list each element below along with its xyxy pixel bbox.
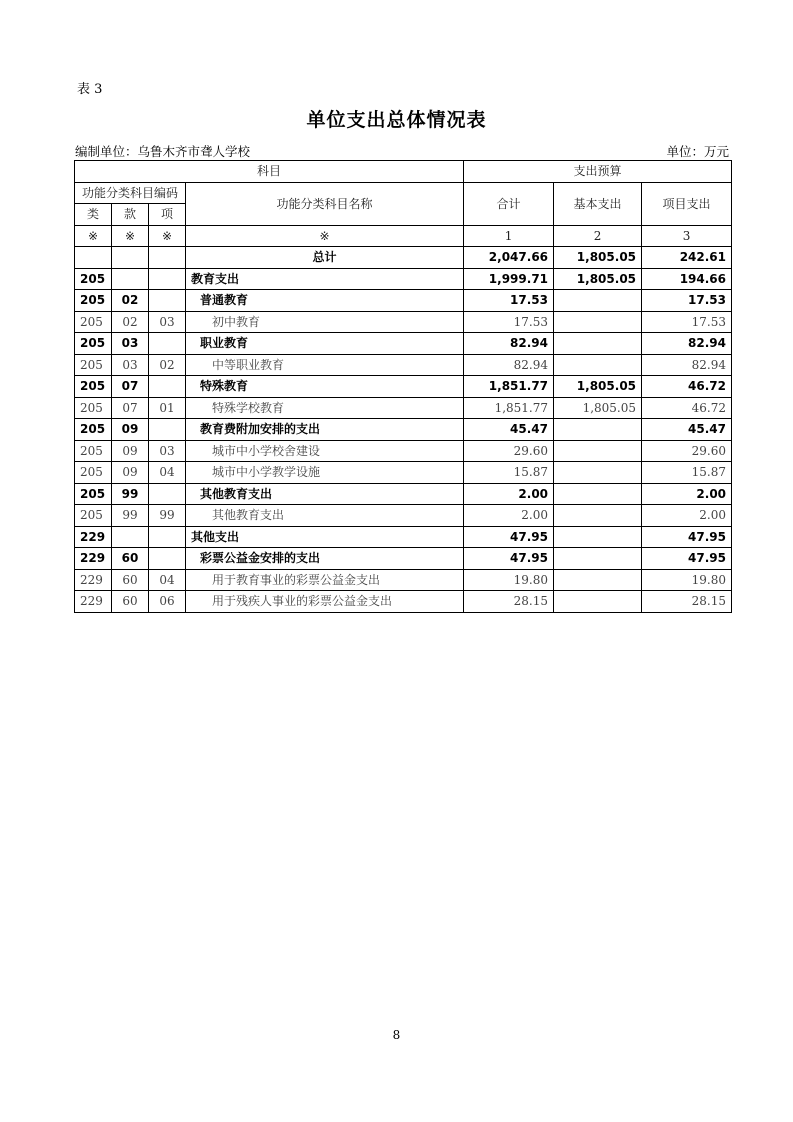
marker-cell: 3 — [642, 225, 732, 247]
code-kuan-cell — [112, 526, 149, 548]
code-lei-cell: 205 — [75, 419, 112, 441]
basic-cell: 1,805.05 — [554, 397, 642, 419]
table-row — [75, 333, 732, 355]
code-xiang-cell — [149, 290, 186, 312]
table-row — [75, 311, 732, 333]
code-kuan-cell: 02 — [112, 290, 149, 312]
code-kuan-cell: 02 — [112, 311, 149, 333]
project-cell: 47.95 — [642, 526, 732, 548]
table-row — [75, 526, 732, 548]
code-xiang-cell — [149, 268, 186, 290]
code-lei-cell: 205 — [75, 354, 112, 376]
subject-name-cell: 中等职业教育 — [186, 354, 464, 376]
subject-name-cell: 其他支出 — [186, 526, 464, 548]
project-cell: 19.80 — [642, 569, 732, 591]
project-cell: 46.72 — [642, 376, 732, 398]
basic-cell: 1,805.05 — [554, 376, 642, 398]
code-xiang-cell: 04 — [149, 462, 186, 484]
marker-cell: ※ — [149, 225, 186, 247]
code-xiang-cell — [149, 419, 186, 441]
total-cell: 1,999.71 — [464, 268, 554, 290]
code-lei-cell: 205 — [75, 397, 112, 419]
table-row — [75, 505, 732, 527]
basic-cell: 1,805.05 — [554, 247, 642, 269]
code-xiang-cell — [149, 333, 186, 355]
total-cell: 17.53 — [464, 290, 554, 312]
project-cell: 194.66 — [642, 268, 732, 290]
total-cell: 82.94 — [464, 354, 554, 376]
total-cell: 2.00 — [464, 505, 554, 527]
code-xiang-cell — [149, 376, 186, 398]
code-lei-cell: 229 — [75, 569, 112, 591]
table-row — [75, 591, 732, 613]
table-row — [75, 440, 732, 462]
total-cell: 1,851.77 — [464, 397, 554, 419]
table-row — [75, 376, 732, 398]
table-row — [75, 397, 732, 419]
code-lei-cell: 205 — [75, 505, 112, 527]
code-kuan-cell: 60 — [112, 591, 149, 613]
project-cell: 82.94 — [642, 354, 732, 376]
code-lei-cell: 205 — [75, 268, 112, 290]
basic-cell: 1,805.05 — [554, 268, 642, 290]
basic-cell — [554, 333, 642, 355]
table-row — [75, 483, 732, 505]
code-kuan-cell: 03 — [112, 333, 149, 355]
total-cell: 2.00 — [464, 483, 554, 505]
subject-name-cell: 用于残疾人事业的彩票公益金支出 — [186, 591, 464, 613]
code-kuan-cell: 99 — [112, 483, 149, 505]
name-header: 功能分类科目名称 — [186, 182, 464, 225]
subject-name-cell: 总计 — [186, 247, 464, 269]
total-cell: 2,047.66 — [464, 247, 554, 269]
basic-cell — [554, 311, 642, 333]
basic-cell — [554, 548, 642, 570]
marker-cell: 2 — [554, 225, 642, 247]
total-cell: 1,851.77 — [464, 376, 554, 398]
total-cell: 45.47 — [464, 419, 554, 441]
project-cell: 2.00 — [642, 505, 732, 527]
code-xiang-cell: 03 — [149, 440, 186, 462]
project-cell: 29.60 — [642, 440, 732, 462]
table-row — [75, 462, 732, 484]
marker-cell: ※ — [112, 225, 149, 247]
currency-unit: 单位：万元 — [666, 144, 729, 159]
code-lei-cell: 229 — [75, 591, 112, 613]
subject-name-cell: 特殊教育 — [186, 376, 464, 398]
code-xiang-cell — [149, 483, 186, 505]
code-kuan-cell: 99 — [112, 505, 149, 527]
code-lei-cell — [75, 247, 112, 269]
expenditure-table — [74, 160, 732, 613]
code-kuan-cell: 60 — [112, 569, 149, 591]
total-cell: 19.80 — [464, 569, 554, 591]
code-kuan-cell — [112, 247, 149, 269]
basic-cell — [554, 526, 642, 548]
page-title: 单位支出总体情况表 — [306, 109, 487, 131]
table-row — [75, 247, 732, 269]
code-xiang-cell — [149, 526, 186, 548]
basic-cell — [554, 440, 642, 462]
subject-name-cell: 职业教育 — [186, 333, 464, 355]
code-kuan-cell: 09 — [112, 462, 149, 484]
table-row — [75, 290, 732, 312]
kuan-header: 款 — [112, 204, 149, 226]
code-lei-cell: 205 — [75, 311, 112, 333]
marker-cell: ※ — [186, 225, 464, 247]
page-number: 8 — [392, 1028, 401, 1042]
code-lei-cell: 205 — [75, 440, 112, 462]
project-cell: 17.53 — [642, 290, 732, 312]
basic-header: 基本支出 — [554, 182, 642, 225]
basic-cell — [554, 505, 642, 527]
project-cell: 82.94 — [642, 333, 732, 355]
code-kuan-cell — [112, 268, 149, 290]
basic-cell — [554, 591, 642, 613]
code-kuan-cell: 03 — [112, 354, 149, 376]
basic-cell — [554, 419, 642, 441]
table-row — [75, 419, 732, 441]
project-header: 项目支出 — [642, 182, 732, 225]
code-xiang-cell: 03 — [149, 311, 186, 333]
subject-name-cell: 初中教育 — [186, 311, 464, 333]
table-label: 表 3 — [77, 82, 103, 97]
subject-name-cell: 其他教育支出 — [186, 483, 464, 505]
code-kuan-cell: 60 — [112, 548, 149, 570]
code-xiang-cell — [149, 247, 186, 269]
table-row — [75, 268, 732, 290]
table-row — [75, 548, 732, 570]
xiang-header: 项 — [149, 204, 186, 226]
code-xiang-cell: 04 — [149, 569, 186, 591]
project-cell: 47.95 — [642, 548, 732, 570]
code-lei-cell: 205 — [75, 483, 112, 505]
total-cell: 47.95 — [464, 526, 554, 548]
project-cell: 28.15 — [642, 591, 732, 613]
table-row — [75, 569, 732, 591]
total-header: 合计 — [464, 182, 554, 225]
budget-header: 支出预算 — [464, 161, 732, 183]
basic-cell — [554, 290, 642, 312]
subject-name-cell: 彩票公益金安排的支出 — [186, 548, 464, 570]
subject-name-cell: 用于教育事业的彩票公益金支出 — [186, 569, 464, 591]
project-cell: 2.00 — [642, 483, 732, 505]
subject-name-cell: 教育支出 — [186, 268, 464, 290]
project-cell: 46.72 — [642, 397, 732, 419]
marker-cell: ※ — [75, 225, 112, 247]
subject-header: 科目 — [75, 161, 464, 183]
total-cell: 28.15 — [464, 591, 554, 613]
total-cell: 29.60 — [464, 440, 554, 462]
subject-name-cell: 其他教育支出 — [186, 505, 464, 527]
code-kuan-cell: 07 — [112, 376, 149, 398]
compiling-unit: 编制单位：乌鲁木齐市聋人学校 — [75, 144, 251, 159]
code-xiang-cell: 99 — [149, 505, 186, 527]
subject-name-cell: 城市中小学教学设施 — [186, 462, 464, 484]
project-cell: 15.87 — [642, 462, 732, 484]
code-lei-cell: 229 — [75, 548, 112, 570]
basic-cell — [554, 569, 642, 591]
code-xiang-cell: 01 — [149, 397, 186, 419]
basic-cell — [554, 462, 642, 484]
project-cell: 242.61 — [642, 247, 732, 269]
code-lei-cell: 205 — [75, 290, 112, 312]
code-lei-cell: 205 — [75, 333, 112, 355]
code-lei-cell: 229 — [75, 526, 112, 548]
project-cell: 17.53 — [642, 311, 732, 333]
lei-header: 类 — [75, 204, 112, 226]
code-xiang-cell: 06 — [149, 591, 186, 613]
subject-name-cell: 城市中小学校舍建设 — [186, 440, 464, 462]
code-lei-cell: 205 — [75, 376, 112, 398]
code-group-header: 功能分类科目编码 — [75, 182, 186, 204]
code-lei-cell: 205 — [75, 462, 112, 484]
code-kuan-cell: 09 — [112, 419, 149, 441]
subject-name-cell: 教育费附加安排的支出 — [186, 419, 464, 441]
table-row — [75, 354, 732, 376]
total-cell: 47.95 — [464, 548, 554, 570]
project-cell: 45.47 — [642, 419, 732, 441]
basic-cell — [554, 483, 642, 505]
code-xiang-cell: 02 — [149, 354, 186, 376]
total-cell: 17.53 — [464, 311, 554, 333]
code-kuan-cell: 09 — [112, 440, 149, 462]
total-cell: 15.87 — [464, 462, 554, 484]
code-kuan-cell: 07 — [112, 397, 149, 419]
subject-name-cell: 普通教育 — [186, 290, 464, 312]
marker-cell: 1 — [464, 225, 554, 247]
total-cell: 82.94 — [464, 333, 554, 355]
marker-row — [75, 225, 732, 247]
basic-cell — [554, 354, 642, 376]
subject-name-cell: 特殊学校教育 — [186, 397, 464, 419]
code-xiang-cell — [149, 548, 186, 570]
